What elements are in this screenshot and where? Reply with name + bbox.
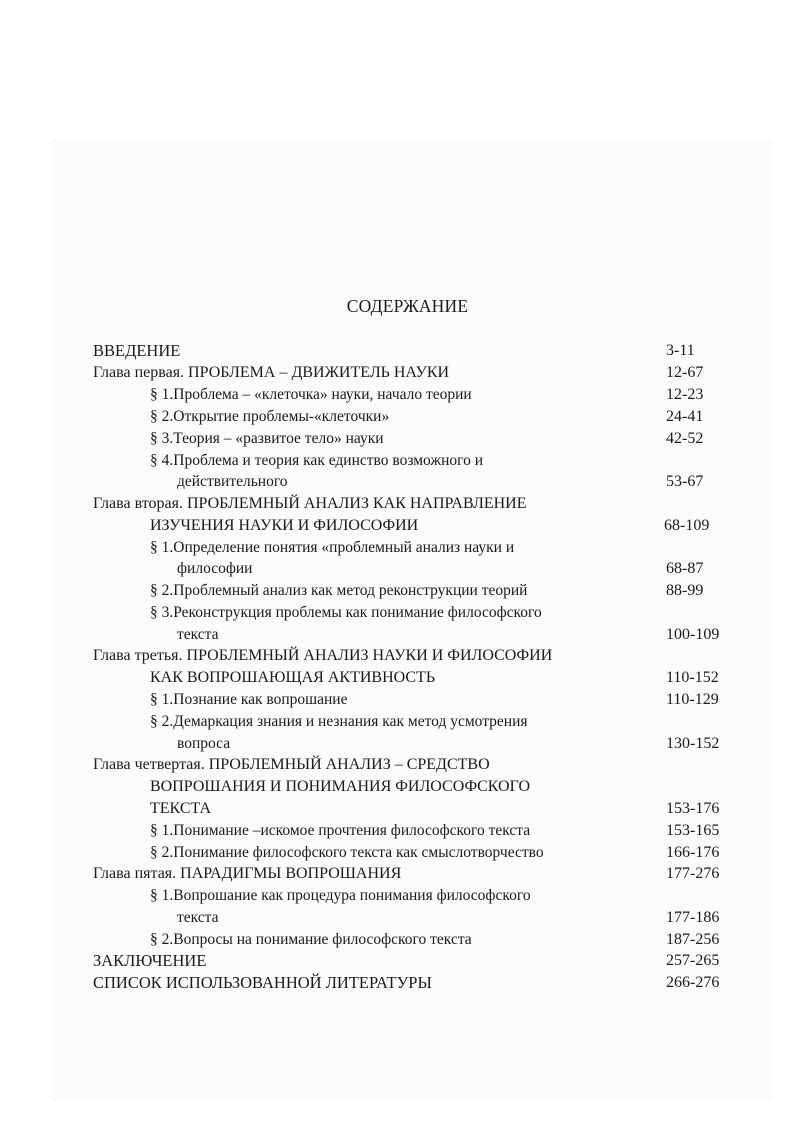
toc-chapter-2-pages: 68-109 [664, 517, 710, 534]
toc-section-1-1-title: § 1.Проблема – «клеточка» науки, начало теории [150, 386, 472, 403]
toc-entry-references-title: СПИСОК ИСПОЛЬЗОВАННОЙ ЛИТЕРАТУРЫ [93, 973, 432, 992]
toc-entry-conclusion-pages: 257-265 [666, 952, 720, 969]
toc-section-3-2-title-line1: § 2.Демаркация знания и незнания как метод усмотрения [150, 713, 528, 730]
toc-section-5-1-title-line2: текста [177, 909, 219, 926]
toc-entry-conclusion-title: ЗАКЛЮЧЕНИЕ [93, 951, 207, 970]
toc-section-2-3-title-line1: § 3.Реконструкция проблемы как понимание философского [150, 604, 542, 621]
toc-chapter-1-pages: 12-67 [666, 364, 704, 381]
toc-section-1-4-title-line1: § 4.Проблема и теория как единство возможного и [150, 452, 484, 469]
toc-section-2-3-title-line2: текста [177, 626, 219, 643]
toc-section-4-2-pages: 166-176 [666, 844, 720, 861]
toc-section-1-1-pages: 12-23 [666, 386, 704, 403]
toc-chapter-4-pages: 153-176 [666, 800, 720, 817]
toc-entry-references-pages: 266-276 [666, 974, 720, 991]
toc-chapter-1-title: Глава первая. ПРОБЛЕМА – ДВИЖИТЕЛЬ НАУКИ [93, 364, 450, 381]
toc-section-2-1-title-line2: философии [177, 560, 253, 577]
toc-chapter-3-title-line1: Глава третья. ПРОБЛЕМНЫЙ АНАЛИЗ НАУКИ И ФИЛОСОФИИ [93, 647, 553, 664]
toc-chapter-5-title: Глава пятая. ПАРАДИГМЫ ВОПРОШАНИЯ [93, 865, 402, 882]
toc-section-1-2-pages: 24-41 [666, 408, 704, 425]
toc-section-5-2-pages: 187-256 [666, 931, 720, 948]
toc-entry-intro-pages: 3-11 [666, 342, 695, 359]
toc-section-2-1-title-line1: § 1.Определение понятия «проблемный анализ науки и [150, 539, 515, 556]
toc-chapter-4-title-line1: Глава четвертая. ПРОБЛЕМНЫЙ АНАЛИЗ – СРЕДСТВО [93, 756, 490, 773]
toc-section-5-1-pages: 177-186 [666, 909, 720, 926]
page-title: СОДЕРЖАНИЕ [346, 296, 469, 316]
toc-section-4-1-title: § 1.Понимание –искомое прочтения философского текста [150, 822, 531, 839]
toc-section-2-2-pages: 88-99 [666, 582, 704, 599]
toc-chapter-3-title-line2: КАК ВОПРОШАЮЩАЯ АКТИВНОСТЬ [150, 669, 435, 686]
toc-section-2-2-title: § 2.Проблемный анализ как метод реконструкции теорий [150, 582, 528, 599]
toc-chapter-3-pages: 110-152 [666, 669, 719, 686]
toc-section-3-2-pages: 130-152 [666, 735, 720, 752]
toc-section-1-3-pages: 42-52 [666, 430, 704, 447]
toc-chapter-4-title-line3: ТЕКСТА [150, 800, 212, 817]
toc-section-3-1-title: § 1.Познание как вопрошание [150, 691, 348, 708]
toc-section-1-2-title: § 2.Открытие проблемы-«клеточки» [150, 408, 390, 425]
toc-section-4-2-title: § 2.Понимание философского текста как смыслотворчество [150, 844, 544, 861]
toc-section-5-2-title: § 2.Вопросы на понимание философского текста [150, 931, 472, 948]
toc-section-1-4-pages: 53-67 [666, 473, 704, 490]
toc-chapter-4-title-line2: ВОПРОШАНИЯ И ПОНИМАНИЯ ФИЛОСОФСКОГО [150, 778, 531, 795]
toc-section-2-1-pages: 68-87 [666, 560, 704, 577]
toc-chapter-2-title-line1: Глава вторая. ПРОБЛЕМНЫЙ АНАЛИЗ КАК НАПРАВЛЕНИЕ [93, 495, 527, 512]
toc-section-1-3-title: § 3.Теория – «развитое тело» науки [150, 430, 384, 447]
toc-section-3-2-title-line2: вопроса [177, 735, 231, 752]
toc-chapter-5-pages: 177-276 [666, 865, 720, 882]
toc-section-5-1-title-line1: § 1.Вопрошание как процедура понимания философского [150, 887, 531, 904]
toc-chapter-2-title-line2: ИЗУЧЕНИЯ НАУКИ И ФИЛОСОФИИ [150, 517, 419, 534]
toc-section-3-1-pages: 110-129 [666, 691, 719, 708]
toc-entry-intro-title: ВВЕДЕНИЕ [93, 341, 181, 360]
toc-section-4-1-pages: 153-165 [666, 822, 720, 839]
toc-section-1-4-title-line2: действительного [177, 473, 288, 490]
toc-section-2-3-pages: 100-109 [666, 626, 720, 643]
